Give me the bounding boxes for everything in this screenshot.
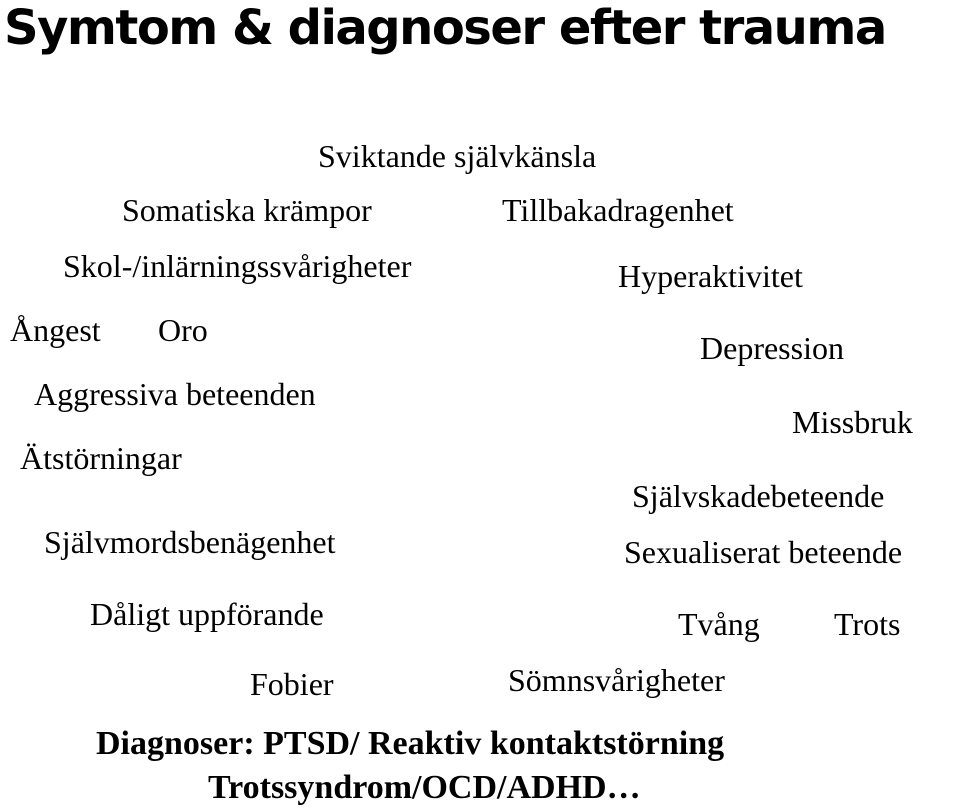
diagnoses-line-2: Trotssyndrom/OCD/ADHD… bbox=[208, 769, 641, 806]
symptom-eating-disorders: Ätstörningar bbox=[20, 440, 182, 476]
symptom-defiance: Trots bbox=[834, 606, 901, 642]
symptom-phobias: Fobier bbox=[250, 666, 334, 702]
symptom-depression: Depression bbox=[700, 330, 844, 366]
symptom-hyperactivity: Hyperaktivitet bbox=[618, 258, 803, 294]
symptom-anxiety: Ångest bbox=[10, 312, 101, 348]
symptom-worry: Oro bbox=[158, 312, 208, 348]
symptom-sleep-difficulties: Sömnsvårigheter bbox=[508, 662, 725, 698]
page-title: Symtom & diagnoser efter trauma bbox=[4, 0, 886, 56]
symptom-withdrawal: Tillbakadragenhet bbox=[502, 192, 734, 228]
symptom-somatic-complaints: Somatiska krämpor bbox=[122, 192, 372, 228]
symptom-sexualized-behavior: Sexualiserat beteende bbox=[624, 534, 903, 570]
diagnoses-line-1: Diagnoser: PTSD/ Reaktiv kontaktstörning bbox=[96, 725, 725, 762]
symptom-compulsion: Tvång bbox=[678, 606, 760, 642]
symptom-self-harm: Självskadebeteende bbox=[632, 478, 885, 514]
symptom-learning-difficulties: Skol-/inlärningssvårigheter bbox=[63, 248, 412, 284]
symptom-aggressive-behavior: Aggressiva beteenden bbox=[34, 376, 316, 412]
symptom-suicidal-tendency: Självmordsbenägenhet bbox=[44, 524, 336, 560]
symptom-bad-conduct: Dåligt uppförande bbox=[90, 596, 324, 632]
symptom-substance-abuse: Missbruk bbox=[792, 404, 913, 440]
symptom-low-self-esteem: Sviktande självkänsla bbox=[318, 138, 597, 174]
